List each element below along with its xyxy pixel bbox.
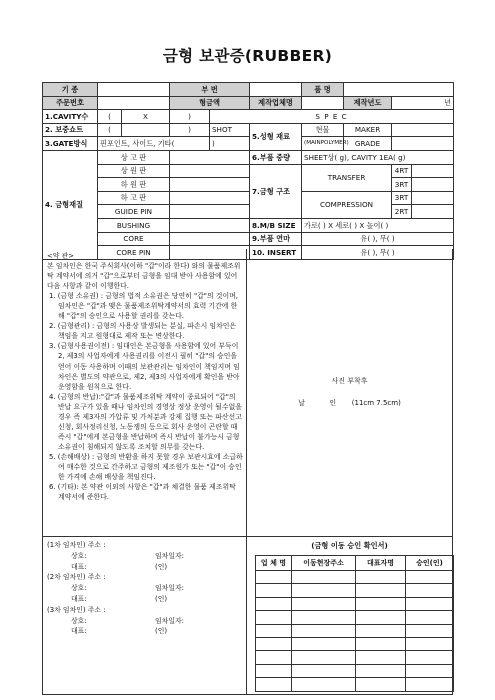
terms-heading: <약 관>: [47, 252, 75, 260]
photo-area[interactable]: [247, 249, 453, 537]
lessee-address: (3차 임차인) 주소 :: [47, 605, 106, 614]
cavity-open: (: [98, 110, 122, 124]
shot-open: (: [98, 123, 122, 137]
cavity-x[interactable]: X: [122, 110, 170, 124]
approval-row: [256, 664, 454, 677]
label-material-maker: MAKER: [344, 123, 392, 137]
structure-rt: 2RT: [392, 205, 412, 219]
material-value[interactable]: [170, 178, 250, 192]
terms-intro: 본 임차인은 한국 주식회사(이하 "갑"이라 한다) 와의 물품제조위탁 계약서에 의거 "갑"으로부터 금형을 임대 받아 사용함에 있어 다음 사항과 같이 이행한다.: [47, 262, 241, 291]
lessee-company: 상호:: [71, 551, 87, 560]
lessee-section: [42, 537, 247, 695]
lessee-seal: (인): [155, 562, 168, 571]
lessee-rep: 대표:: [71, 627, 87, 636]
material-value[interactable]: [170, 150, 250, 164]
photo-size: (11cm 7.5cm): [351, 399, 401, 407]
structure-rt: 3RT: [392, 178, 412, 192]
material-value[interactable]: [170, 191, 250, 205]
value-material-maker[interactable]: [392, 123, 454, 137]
label-gate: 3.GATE방식: [43, 137, 98, 151]
label-order-no: 주문번호: [43, 96, 98, 110]
material-item: 하 고 판: [98, 191, 170, 205]
label-mb-size: 8.M/B SIZE: [250, 218, 302, 232]
lessee-company: 상호:: [71, 616, 87, 625]
label-shot: 2. 보중쇼트: [43, 123, 98, 137]
structure-rt-value[interactable]: [412, 191, 454, 205]
label-material: 5.성형 재료: [250, 123, 302, 150]
label-insert: 10. INSERT: [250, 246, 302, 260]
terms-item: 1. (금형 소유권) : 금형의 법적 소유권은 당연히 "갑"의 것이며, 임차인은 "갑"과 맺은 물품제조위탁계약서의 효력 기간에 한해 "갑"의 승인으로 사용할 권리를 갖는다.: [49, 292, 238, 321]
label-polish: 9.부품 연마: [250, 232, 302, 246]
terms-item: 2. (금형관리) : 금형의 사용상 발생되는 분실, 파손시 임차인은 책임을 지고 원형대로 제작 또는 변상한다.: [49, 322, 237, 341]
approval-header-rep: 대표자명: [356, 556, 406, 571]
material-item: CORE PIN: [98, 246, 170, 260]
material-item: BUSHING: [98, 218, 170, 232]
lessee-seal: (인): [155, 594, 168, 603]
row-shot: [43, 123, 454, 137]
gate-close: ): [210, 137, 250, 151]
value-part-no[interactable]: [250, 83, 302, 97]
lessee-company: 상호:: [71, 584, 87, 593]
spec-header: S P E C: [210, 110, 454, 124]
label-mold-material: 4. 금형재질: [43, 150, 98, 259]
material-value[interactable]: [170, 218, 250, 232]
approval-row: [256, 651, 454, 664]
cavity-close: ): [170, 110, 210, 124]
transfer-approval: [247, 537, 453, 695]
label-cavity: 1.CAVITY수: [43, 110, 98, 124]
row-gate: [43, 137, 454, 151]
label-year: 제작년도: [344, 96, 392, 110]
approval-row: [256, 571, 454, 584]
approval-table: [255, 555, 454, 692]
label-mold-price: 형금액: [170, 96, 250, 110]
approval-row: [256, 597, 454, 610]
material-item: 상 원 판: [98, 164, 170, 178]
material-value[interactable]: [170, 205, 250, 219]
approval-caption: (금형 이동 승인 확인서): [311, 541, 388, 550]
approval-row: [256, 678, 454, 691]
approval-row: [256, 637, 454, 650]
label-part-weight: 6.부품 중량: [250, 150, 302, 164]
structure-rt-value[interactable]: [412, 178, 454, 192]
label-mold-structure: 7.금형 구조: [250, 164, 302, 218]
value-grade[interactable]: [392, 137, 454, 151]
terms-item: 3. (금형사용권이전) : 임대인은 본금형을 사용함에 있어 부득이 2, 제3의 사업자에게 사용권리를 이전시 필히 "갑"의 승인을 얻어 이동 사용하며 이때의 보관관리는 임차인이 책임지며 임차인은 별도의 약관으로, 제2, 제3의 사업자에게 확인을 받아 운영함을 원칙으로 한다.: [49, 342, 240, 391]
label-part-no: 부 번: [170, 83, 250, 97]
lessee-date: 임차일자:: [155, 551, 184, 560]
value-product-name[interactable]: [344, 83, 454, 97]
mold-info-table: [42, 82, 454, 260]
photo-instruction: 사진 부착후: [331, 377, 368, 385]
value-model[interactable]: [98, 83, 170, 97]
photo-stamp-a: 날: [298, 399, 305, 407]
structure-rt: 3RT: [392, 191, 412, 205]
shot-close: ): [170, 123, 210, 137]
row-model: [43, 83, 454, 97]
approval-row: [256, 611, 454, 624]
structure-rt-value[interactable]: [412, 205, 454, 219]
lessee-rep: 대표:: [71, 562, 87, 571]
approval-row: [256, 584, 454, 597]
value-shot[interactable]: [122, 123, 170, 137]
label-model: 기 종: [43, 83, 98, 97]
lessee-date: 임차일자:: [155, 584, 184, 593]
photo-stamp-b: 인: [329, 399, 337, 407]
value-insert[interactable]: 유( ), 무( ): [302, 246, 454, 260]
value-polish[interactable]: 유( ), 무( ): [302, 232, 454, 246]
value-mb-size[interactable]: 가로( ) X 세로( ) X 높이( ): [302, 218, 454, 232]
material-actual: 현물: [302, 123, 344, 137]
lessee-seal: (인): [155, 627, 168, 636]
lessee-rep: 대표:: [71, 594, 87, 603]
label-grade: GRADE: [344, 137, 392, 151]
material-value[interactable]: [170, 232, 250, 246]
structure-rt-value[interactable]: [412, 164, 454, 178]
approval-row: [256, 624, 454, 637]
structure-compression: COMPRESSION: [302, 191, 392, 218]
gate-options[interactable]: 핀포인트, 사이드, 기타(: [98, 137, 210, 151]
approval-header-company: 업 체 명: [256, 556, 292, 571]
lessee-address: (1차 임차인) 주소 :: [47, 541, 106, 549]
lessee-date: 임차일자:: [155, 616, 184, 625]
lessee-address: (2차 임차인) 주소 :: [47, 573, 106, 582]
terms-item: 6. (기타): 본 약관 이외의 사항은 "갑"과 체결한 물품 제조위탁 계약서에 준한다.: [49, 483, 236, 502]
terms-item: 5. (손해배상) : 금형의 반환을 하지 못할 경우 보관시효에 소급하여 매수한 것으로 간주하고 금형의 제조원가 또는 "갑"이 승인한 가격에 손해 배상을 책임진다.: [49, 452, 243, 482]
terms-section: [42, 249, 247, 537]
material-item: 하 원 판: [98, 178, 170, 192]
material-value[interactable]: [170, 164, 250, 178]
value-part-weight[interactable]: SHEET상( g), CAVITY 1EA( g): [302, 150, 454, 164]
label-maker: 제작업체명: [250, 96, 302, 110]
material-item: CORE: [98, 232, 170, 246]
material-item: 상 고 판: [98, 150, 170, 164]
document-title: 금형 보관증(RUBBER): [162, 47, 333, 65]
value-year[interactable]: 년: [392, 96, 454, 110]
row-cavity: [43, 110, 454, 124]
approval-header-seal: 승인(인): [406, 556, 454, 571]
photo-stamp-line: [247, 398, 452, 408]
value-maker[interactable]: [302, 96, 344, 110]
main-polymer: (MAINPOLYMER): [302, 137, 344, 151]
structure-transfer: TRANSFER: [302, 164, 392, 191]
row-order: [43, 96, 454, 110]
label-product-name: 품 명: [302, 83, 344, 97]
value-order-no[interactable]: [98, 96, 170, 110]
terms-item: 4. (금형의 반납):"갑"과 물품제조위탁 계약이 종료되어 "갑"의 반납 요구가 있을 때나 임차인의 경영상 정상 운영이 될수없을 경우 즉 제3자의 가압류 및 가처분과 강제 집행 또는 파산선고 신청, 회사정리신청, 노동쟁의 등으로 회사 운영이 곤란할 때 즉시 "갑"에게 본금형을 반납하며 즉시 반납이 불가능시 금형 소유권이 침해되지 않도록 조치할 의무를 갖는다.: [49, 392, 242, 451]
approval-header-address: 이동현장주소: [292, 556, 356, 571]
structure-rt: 4RT: [392, 164, 412, 178]
material-item: GUIDE PIN: [98, 205, 170, 219]
shot-unit: SHOT: [210, 123, 250, 137]
